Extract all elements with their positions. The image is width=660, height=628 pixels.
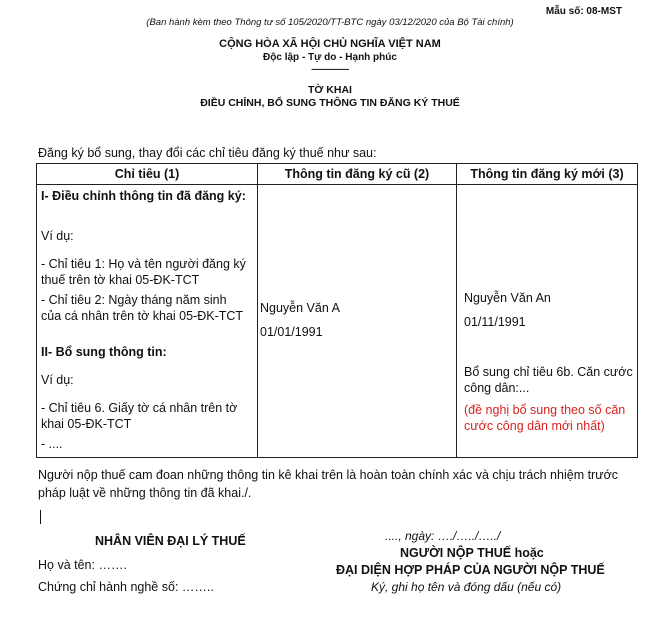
agent-title: NHÂN VIÊN ĐẠI LÝ THUẾ <box>95 534 246 548</box>
new-info-cell <box>457 185 638 458</box>
example-label-1: Ví dụ: <box>41 229 74 243</box>
example-label-2: Ví dụ: <box>41 373 74 387</box>
criteria-more: - .... <box>41 437 63 451</box>
new-dob-value: 01/11/1991 <box>464 315 526 329</box>
nation-heading: CỘNG HÒA XÃ HỘI CHỦ NGHĨA VIỆT NAM <box>219 38 441 50</box>
table-header-row <box>37 164 638 185</box>
criteria-cell <box>37 185 258 458</box>
column-header-criteria: Chỉ tiêu (1) <box>37 164 258 185</box>
column-header-new-info: Thông tin đăng ký mới (3) <box>457 164 638 185</box>
criteria-item-2: - Chỉ tiêu 2: Ngày tháng năm sinh của cá nhân trên tờ khai 05-ĐK-TCT <box>41 293 244 323</box>
date-line: ...., ngày: …./…../…../ <box>385 529 501 543</box>
criteria-item-6: - Chỉ tiêu 6. Giấy tờ cá nhân trên tờ khai 05-ĐK-TCT <box>41 401 238 431</box>
declaration-text: Người nộp thuế cam đoan những thông tin kê khai trên là hoàn toàn chính xác và chịu trách nhiệm trước pháp luật về những thông tin đã khai./. <box>38 468 619 500</box>
signature-note: Ký, ghi họ tên và đóng dấu (nếu có) <box>371 580 562 594</box>
column-header-old-info: Thông tin đăng ký cũ (2) <box>258 164 457 185</box>
supplement-value: Bổ sung chỉ tiêu 6b. Căn cước công dân:... <box>464 365 633 395</box>
taxpayer-title: NGƯỜI NỘP THUẾ hoặc <box>400 546 544 560</box>
section-supplement-heading: II- Bổ sung thông tin: <box>41 345 167 359</box>
criteria-item-1: - Chỉ tiêu 1: Họ và tên người đăng ký thuế trên tờ khai 05-ĐK-TCT <box>41 257 246 287</box>
old-dob-value: 01/01/1991 <box>260 325 323 339</box>
document-title: TỜ KHAI <box>308 84 352 96</box>
registration-table <box>36 163 638 458</box>
text-cursor <box>40 510 41 524</box>
section-adjust-heading: I- Điều chỉnh thông tin đã đăng ký: <box>41 189 246 203</box>
old-info-cell <box>258 185 457 458</box>
separator-line: --------------- <box>311 64 349 74</box>
representative-title: ĐẠI DIỆN HỢP PHÁP CỦA NGƯỜI NỘP THUẾ <box>336 563 605 577</box>
agent-name-field: Họ và tên: ……. <box>38 558 127 572</box>
agent-certificate-field: Chứng chỉ hành nghề số: …….. <box>38 580 214 594</box>
suggestion-note: (đề nghị bổ sung theo số căn cước công dân mới nhất) <box>464 403 626 433</box>
form-number: Mẫu số: 08-MST <box>545 6 622 17</box>
intro-text: Đăng ký bổ sung, thay đổi các chỉ tiêu đăng ký thuế như sau: <box>38 146 377 160</box>
new-name-value: Nguyễn Văn An <box>464 291 551 305</box>
table-row <box>37 185 638 458</box>
old-name-value: Nguyễn Văn A <box>260 301 340 315</box>
motto: Độc lập - Tự do - Hạnh phúc <box>263 52 397 63</box>
issued-note: (Ban hành kèm theo Thông tư số 105/2020/TT-BTC ngày 03/12/2020 của Bộ Tài chính) <box>146 17 514 28</box>
document-subtitle: ĐIỀU CHỈNH, BỔ SUNG THÔNG TIN ĐĂNG KÝ THUẾ <box>200 97 460 109</box>
